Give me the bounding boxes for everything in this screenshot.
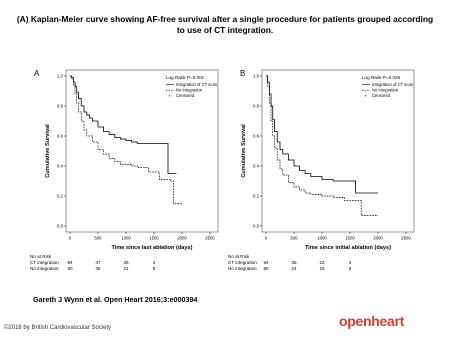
at-risk-count: 5 [152,266,156,271]
x-axis-label: Time since last ablation (days) [111,245,193,251]
panel-a [30,69,218,271]
at-risk-row-label: CT integration [228,260,257,265]
at-risk-count: 24 [291,266,297,271]
y-tick-label: 1.0 [253,73,259,79]
x-tick-label: 1000 [317,235,327,241]
x-tick-label: 0 [264,235,268,241]
panel-letter: A [34,69,40,78]
x-tick-label: 2500 [205,235,215,241]
at-risk-row-label: No integration [228,266,257,271]
y-axis-label: Cumulative Survival [241,124,247,178]
y-tick-label: 0.2 [57,193,63,199]
y-axis-label: Cumulative Survival [45,124,51,178]
citation: Gareth J Wynn et al. Open Heart 2016;3:e000394 [33,295,198,304]
x-tick-label: 2500 [401,235,411,241]
x-tick-label: 1500 [345,235,355,241]
plot-area [66,70,218,232]
legend-label: Integration of CT scan [372,82,414,87]
at-risk-count: 90 [263,266,269,271]
x-tick-label: 1000 [121,235,131,241]
y-tick-label: 0.2 [253,193,259,199]
legend-label: Censored [176,93,195,98]
copyright-notice: ©2016 by British Cardiovascular Society [4,325,112,331]
x-tick-label: 2000 [177,235,187,241]
x-tick-label: 2000 [373,235,383,241]
legend-label: No integration [372,87,399,93]
at-risk-count: 4 [348,260,352,265]
y-tick-label: 0.0 [57,223,63,229]
at-risk-count: 90 [67,266,73,271]
x-tick-label: 0 [68,235,72,241]
y-tick-label: 0.0 [253,223,259,229]
log-rank-annotation: Log Rank P=0.026 [362,75,401,80]
y-tick-label: 0.6 [253,133,259,139]
at-risk-count: 16 [319,266,325,271]
log-rank-annotation: Log Rank P=0.001 [166,75,205,80]
y-tick-label: 0.6 [57,133,63,139]
at-risk-count: 4 [152,260,156,265]
ct-integration-curve [266,76,378,193]
at-risk-header: No at Risk [30,254,52,259]
x-axis-label: Time since initial ablation (days) [304,245,392,251]
at-risk-count: 47 [95,260,101,265]
legend-label: No integration [176,87,203,93]
at-risk-count: 35 [291,260,297,265]
y-tick-label: 1.0 [57,73,63,79]
openheart-logo[interactable]: openheart [339,313,404,329]
y-tick-label: 0.8 [253,103,259,109]
no-integration-curve [266,76,378,216]
at-risk-count: 36 [95,266,101,271]
y-tick-label: 0.4 [253,163,259,169]
y-tick-label: 0.8 [57,103,63,109]
legend-label: Censored [372,93,391,98]
at-risk-header: No at Risk [228,254,250,259]
legend-label: Integration of CT scan [176,82,218,87]
figure-title: (A) Kaplan-Meier curve showing AF-free survival after a single procedure for patients grouped according to use of CT integration. [16,14,434,35]
at-risk-count: 5 [348,266,352,271]
at-risk-count: 22 [319,260,325,265]
x-tick-label: 1500 [149,235,159,241]
at-risk-count: 25 [123,260,129,265]
at-risk-row-label: No integration [30,266,59,271]
x-tick-label: 500 [94,235,102,241]
x-tick-label: 500 [290,235,298,241]
y-tick-label: 0.4 [57,163,63,169]
ct-integration-curve [70,76,176,174]
plot-area [262,70,414,232]
censored-marker: + [168,93,172,99]
at-risk-count: 94 [263,260,269,265]
at-risk-row-label: CT integration [30,260,59,265]
panel-letter: B [240,69,246,78]
panel-b [228,69,414,271]
at-risk-count: 94 [67,260,73,265]
at-risk-count: 21 [123,266,129,271]
censored-marker: + [364,93,368,99]
